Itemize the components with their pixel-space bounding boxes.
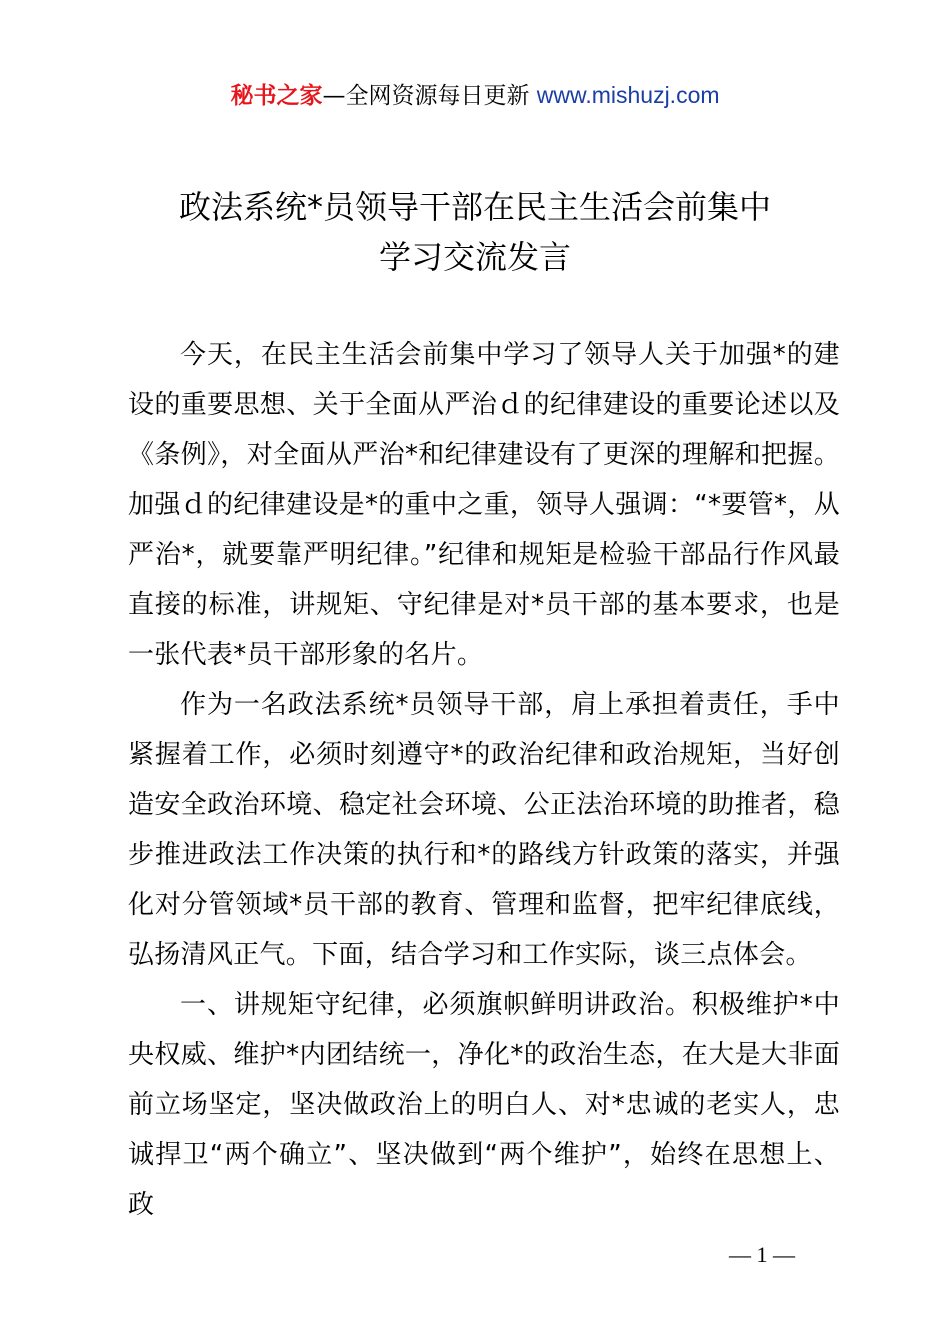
page-number: — 1 —	[729, 1242, 795, 1267]
site-brand: 秘书之家	[230, 83, 323, 109]
site-header	[0, 78, 950, 113]
title-line-2: 学习交流发言	[378, 238, 571, 276]
paragraph-2: 作为一名政法系统*员领导干部，肩上承担着责任，手中紧握着工作，必须时刻遵守*的政治纪律和政治规矩，当好创造安全政治环境、稳定社会环境、公正法治环境的助推者，稳步推进政法工作决策的执行和*的路线方针政策的落实，并强化对分管领域*员干部的教育、管理和监督，把牢纪律底线，弘扬清风正气。下面，结合学习和工作实际，谈三点体会。	[128, 690, 840, 970]
section-heading-1: 一、讲规矩守纪律，必须旗帜鲜明讲政治。	[180, 990, 692, 1020]
paragraph-1: 今天，在民主生活会前集中学习了领导人关于加强*的建设的重要思想、关于全面从严治ｄ的纪律建设的重要论述以及《条例》，对全面从严治*和纪律建设有了更深的理解和把握。加强ｄ的纪律建设是*的重中之重，领导人强调：“*要管*，从严治*，就要靠严明纪律。”纪律和规矩是检验干部品行作风最直接的标准，讲规矩、守纪律是对*员干部的基本要求，也是一张代表*员干部形象的名片。	[128, 340, 840, 670]
title-line-1: 政法系统*员领导干部在民主生活会前集中	[178, 188, 771, 226]
site-url[interactable]: www.mishuzj.com	[536, 82, 720, 108]
document-body	[128, 330, 840, 1230]
site-tagline: —全网资源每日更新	[322, 83, 530, 109]
paragraph-3	[128, 980, 840, 1230]
document-title	[100, 182, 850, 282]
paragraph-3-text: 积极维护*中央权威、维护*内团结统一，净化*的政治生态，在大是大非面前立场坚定，坚决做政治上的明白人、对*忠诚的老实人，忠诚捍卫“两个确立”、坚决做到“两个维护”，始终在思想上、政	[128, 990, 840, 1220]
